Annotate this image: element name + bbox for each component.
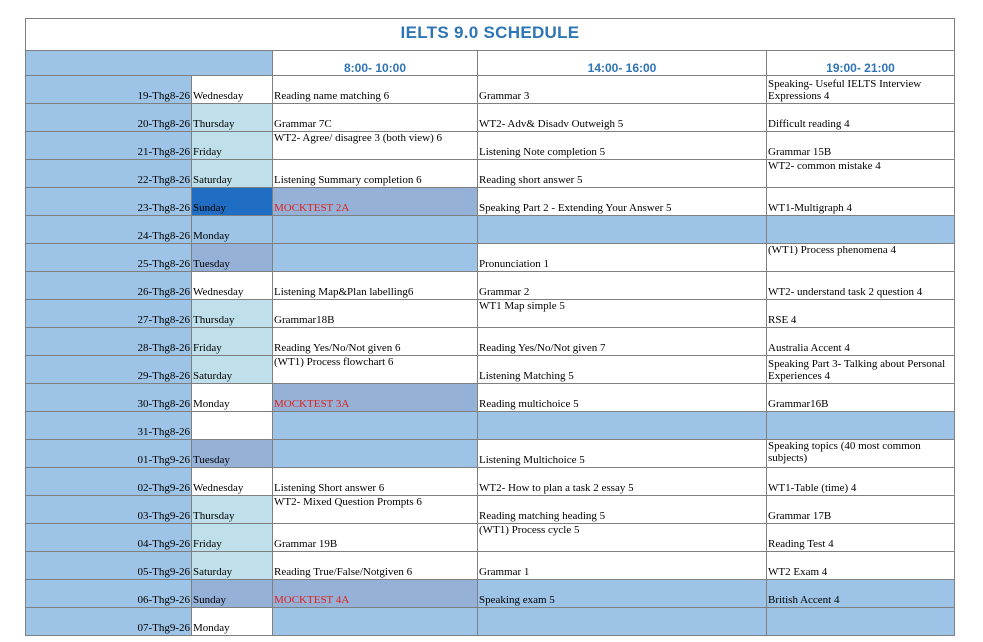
- date-cell[interactable]: 07-Thg9-26: [26, 608, 192, 636]
- date-cell[interactable]: 30-Thg8-26: [26, 384, 192, 412]
- slot-afternoon-cell[interactable]: Reading matching heading 5: [478, 496, 767, 524]
- slot-morning-cell[interactable]: WT2- Mixed Question Prompts 6: [273, 496, 478, 524]
- slot-afternoon-cell[interactable]: Listening Multichoice 5: [478, 440, 767, 468]
- slot-afternoon-cell[interactable]: Grammar 2: [478, 272, 767, 300]
- day-cell[interactable]: Sunday: [192, 188, 273, 216]
- table-row: [26, 552, 955, 580]
- date-cell[interactable]: 03-Thg9-26: [26, 496, 192, 524]
- day-cell[interactable]: Wednesday: [192, 76, 273, 104]
- table-row: [26, 356, 955, 384]
- slot-morning-cell[interactable]: Listening Summary completion 6: [273, 160, 478, 188]
- day-cell[interactable]: Sunday: [192, 580, 273, 608]
- day-cell[interactable]: Tuesday: [192, 440, 273, 468]
- date-cell[interactable]: 05-Thg9-26: [26, 552, 192, 580]
- table-row: [26, 328, 955, 356]
- slot-afternoon-cell[interactable]: (WT1) Process cycle 5: [478, 524, 767, 552]
- slot-evening-cell[interactable]: British Accent 4: [767, 580, 955, 608]
- slot-morning-cell[interactable]: [273, 412, 478, 440]
- day-cell[interactable]: Thursday: [192, 104, 273, 132]
- day-cell[interactable]: Friday: [192, 328, 273, 356]
- table-row: [26, 524, 955, 552]
- slot-afternoon-cell[interactable]: Speaking Part 2 - Extending Your Answer 5: [478, 188, 767, 216]
- table-row: [26, 160, 955, 188]
- day-cell[interactable]: Thursday: [192, 300, 273, 328]
- slot-afternoon-cell[interactable]: Listening Note completion 5: [478, 132, 767, 160]
- slot-evening-cell[interactable]: Grammar16B: [767, 384, 955, 412]
- date-cell[interactable]: 21-Thg8-26: [26, 132, 192, 160]
- date-cell[interactable]: 20-Thg8-26: [26, 104, 192, 132]
- slot-morning-cell[interactable]: Grammar18B: [273, 300, 478, 328]
- table-row: [26, 412, 955, 440]
- schedule-body: [26, 19, 955, 636]
- slot-afternoon-cell[interactable]: Grammar 3: [478, 76, 767, 104]
- table-row: [26, 244, 955, 272]
- date-cell[interactable]: 31-Thg8-26: [26, 412, 192, 440]
- day-cell[interactable]: Friday: [192, 524, 273, 552]
- slot-morning-cell[interactable]: (WT1) Process flowchart 6: [273, 356, 478, 384]
- slot-afternoon-cell[interactable]: Reading Yes/No/Not given 7: [478, 328, 767, 356]
- slot-evening-cell[interactable]: WT1-Table (time) 4: [767, 468, 955, 496]
- slot-evening-cell[interactable]: [767, 608, 955, 636]
- slot-morning-cell[interactable]: MOCKTEST 4A: [273, 580, 478, 608]
- slot-evening-cell[interactable]: WT1-Multigraph 4: [767, 188, 955, 216]
- slot-afternoon-cell[interactable]: Speaking exam 5: [478, 580, 767, 608]
- slot-afternoon-cell[interactable]: Listening Matching 5: [478, 356, 767, 384]
- table-row: [26, 76, 955, 104]
- date-cell[interactable]: 27-Thg8-26: [26, 300, 192, 328]
- table-row: [26, 608, 955, 636]
- schedule-title: IELTS 9.0 SCHEDULE: [400, 23, 580, 42]
- day-cell[interactable]: Wednesday: [192, 468, 273, 496]
- day-cell[interactable]: [192, 412, 273, 440]
- day-cell[interactable]: Thursday: [192, 496, 273, 524]
- date-cell[interactable]: 24-Thg8-26: [26, 216, 192, 244]
- slot-morning-cell[interactable]: Grammar 7C: [273, 104, 478, 132]
- slot-morning-cell[interactable]: MOCKTEST 2A: [273, 188, 478, 216]
- header-row: [26, 51, 955, 76]
- day-cell[interactable]: Monday: [192, 384, 273, 412]
- slot-afternoon-cell[interactable]: Reading multichoice 5: [478, 384, 767, 412]
- slot-afternoon-cell[interactable]: [478, 216, 767, 244]
- day-cell[interactable]: Friday: [192, 132, 273, 160]
- header-date-cell[interactable]: [26, 51, 273, 76]
- day-cell[interactable]: Tuesday: [192, 244, 273, 272]
- slot-evening-cell[interactable]: Speaking- Useful IELTS Interview Expressions 4: [767, 76, 955, 104]
- slot-afternoon-cell[interactable]: Grammar 1: [478, 552, 767, 580]
- slot-afternoon-cell[interactable]: [478, 412, 767, 440]
- slot-evening-cell[interactable]: Speaking Part 3- Talking about Personal Experiences 4: [767, 356, 955, 384]
- slot-afternoon-cell[interactable]: [478, 608, 767, 636]
- date-cell[interactable]: 28-Thg8-26: [26, 328, 192, 356]
- slot-afternoon-cell[interactable]: WT2- Adv& Disadv Outweigh 5: [478, 104, 767, 132]
- table-row: [26, 384, 955, 412]
- slot-afternoon-cell[interactable]: Reading short answer 5: [478, 160, 767, 188]
- slot-evening-cell[interactable]: Speaking topics (40 most common subjects): [767, 440, 955, 468]
- table-row: [26, 104, 955, 132]
- slot-morning-cell[interactable]: Reading Yes/No/Not given 6: [273, 328, 478, 356]
- date-cell[interactable]: 26-Thg8-26: [26, 272, 192, 300]
- slot-morning-cell[interactable]: Listening Short answer 6: [273, 468, 478, 496]
- slot-evening-cell[interactable]: WT2- understand task 2 question 4: [767, 272, 955, 300]
- slot-evening-cell[interactable]: WT2- common mistake 4: [767, 160, 955, 188]
- slot-evening-cell[interactable]: Difficult reading 4: [767, 104, 955, 132]
- slot-evening-cell[interactable]: Grammar 17B: [767, 496, 955, 524]
- date-cell[interactable]: 23-Thg8-26: [26, 188, 192, 216]
- table-row: [26, 216, 955, 244]
- slot-evening-cell[interactable]: (WT1) Process phenomena 4: [767, 244, 955, 272]
- date-cell[interactable]: 22-Thg8-26: [26, 160, 192, 188]
- slot-evening-cell[interactable]: Grammar 15B: [767, 132, 955, 160]
- table-row: [26, 132, 955, 160]
- date-cell[interactable]: 04-Thg9-26: [26, 524, 192, 552]
- table-row: [26, 300, 955, 328]
- slot-evening-cell[interactable]: Australia Accent 4: [767, 328, 955, 356]
- slot-morning-cell[interactable]: WT2- Agree/ disagree 3 (both view) 6: [273, 132, 478, 160]
- schedule-table: [25, 18, 955, 636]
- table-row: [26, 272, 955, 300]
- slot-evening-cell[interactable]: RSE 4: [767, 300, 955, 328]
- table-row: [26, 468, 955, 496]
- slot-afternoon-cell[interactable]: Pronunciation 1: [478, 244, 767, 272]
- table-row: [26, 188, 955, 216]
- date-cell[interactable]: 19-Thg8-26: [26, 76, 192, 104]
- day-cell[interactable]: Saturday: [192, 356, 273, 384]
- date-cell[interactable]: 06-Thg9-26: [26, 580, 192, 608]
- title-row: [26, 19, 955, 51]
- day-cell[interactable]: Monday: [192, 608, 273, 636]
- day-cell[interactable]: Saturday: [192, 160, 273, 188]
- slot-evening-cell[interactable]: [767, 412, 955, 440]
- table-row: [26, 440, 955, 468]
- header-slot-afternoon[interactable]: 14:00- 16:00: [478, 51, 767, 76]
- slot-afternoon-cell[interactable]: WT1 Map simple 5: [478, 300, 767, 328]
- table-row: [26, 496, 955, 524]
- header-slot-morning[interactable]: 8:00- 10:00: [273, 51, 478, 76]
- slot-morning-cell[interactable]: [273, 440, 478, 468]
- title-cell[interactable]: [26, 19, 955, 51]
- slot-morning-cell[interactable]: [273, 608, 478, 636]
- slot-afternoon-cell[interactable]: WT2- How to plan a task 2 essay 5: [478, 468, 767, 496]
- slot-evening-cell[interactable]: WT2 Exam 4: [767, 552, 955, 580]
- date-cell[interactable]: 02-Thg9-26: [26, 468, 192, 496]
- slot-morning-cell[interactable]: Reading True/False/Notgiven 6: [273, 552, 478, 580]
- date-cell[interactable]: 29-Thg8-26: [26, 356, 192, 384]
- day-cell[interactable]: Wednesday: [192, 272, 273, 300]
- date-cell[interactable]: 25-Thg8-26: [26, 244, 192, 272]
- header-slot-evening[interactable]: 19:00- 21:00: [767, 51, 955, 76]
- day-cell[interactable]: Monday: [192, 216, 273, 244]
- day-cell[interactable]: Saturday: [192, 552, 273, 580]
- table-row: [26, 580, 955, 608]
- slot-morning-cell[interactable]: [273, 244, 478, 272]
- slot-morning-cell[interactable]: [273, 216, 478, 244]
- slot-evening-cell[interactable]: [767, 216, 955, 244]
- slot-morning-cell[interactable]: Grammar 19B: [273, 524, 478, 552]
- slot-morning-cell[interactable]: Listening Map&Plan labelling6: [273, 272, 478, 300]
- slot-morning-cell[interactable]: Reading name matching 6: [273, 76, 478, 104]
- slot-morning-cell[interactable]: MOCKTEST 3A: [273, 384, 478, 412]
- slot-evening-cell[interactable]: Reading Test 4: [767, 524, 955, 552]
- date-cell[interactable]: 01-Thg9-26: [26, 440, 192, 468]
